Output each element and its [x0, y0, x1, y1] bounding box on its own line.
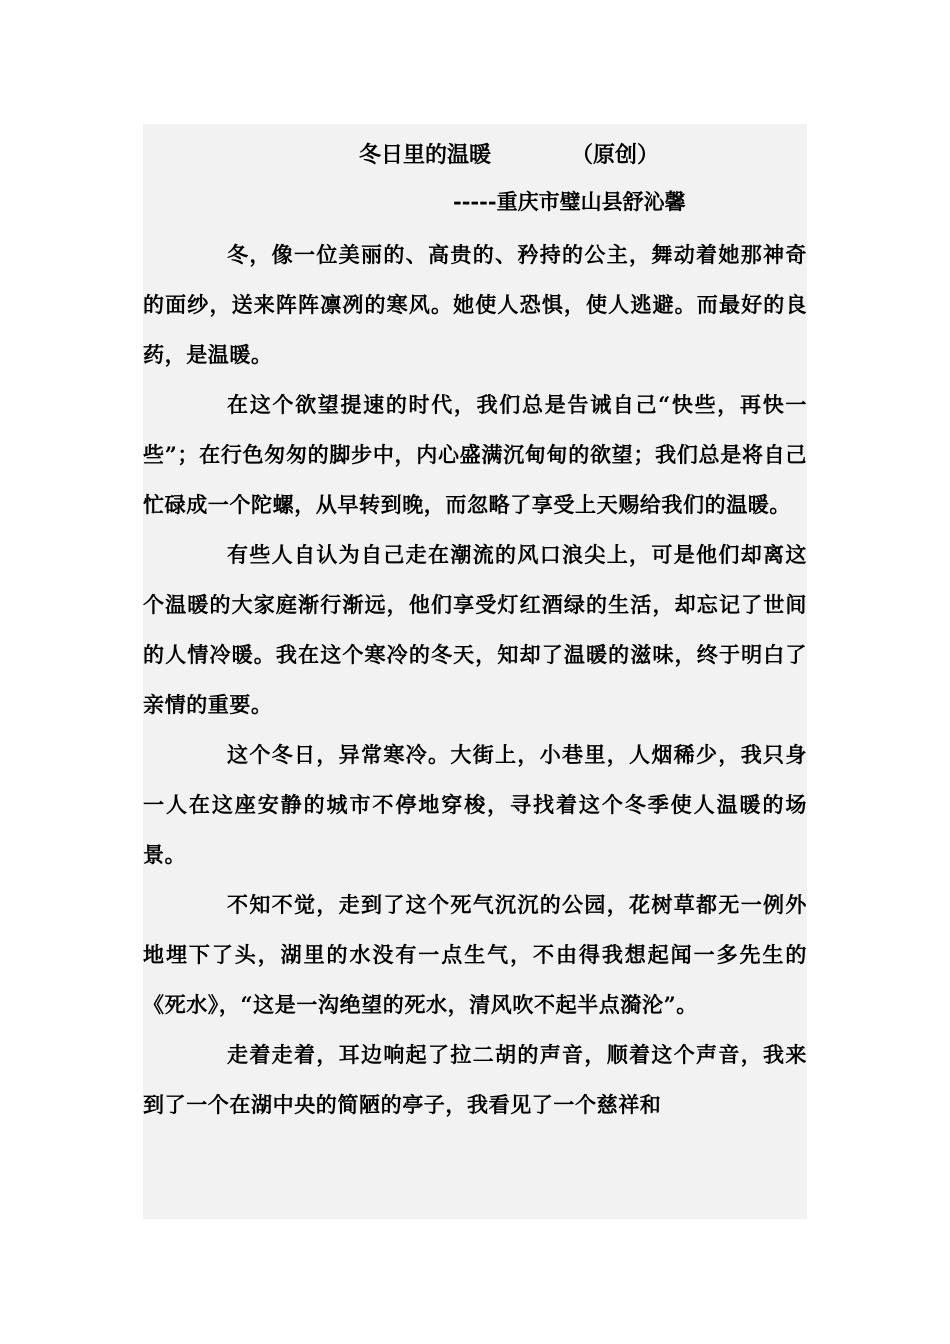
paragraph-4: 这个冬日，异常寒冷。大街上，小巷里，人烟稀少，我只身一人在这座安静的城市不停地穿梭，寻找着这个冬季使人温暖的场景。 [143, 742, 807, 867]
title-row [143, 132, 807, 172]
document-title: 冬日里的温暖 [359, 142, 492, 168]
paragraph-2: 在这个欲望提速的时代，我们总是告诫自己“快些，再快一些”；在行色匆匆的脚步中，内心盛满沉甸甸的欲望；我们总是将自己忙碌成一个陀螺，从早转到晚，而忽略了享受上天赐给我们的温暖。 [143, 392, 807, 517]
title-note: （原创） [571, 142, 660, 168]
article-body [143, 230, 807, 1130]
document-page [143, 124, 807, 1219]
paragraph-6: 走着走着，耳边响起了拉二胡的声音，顺着这个声音，我来到了一个在湖中央的简陋的亭子，我看见了一个慈祥和 [143, 1042, 807, 1117]
paragraph-3: 有些人自认为自己走在潮流的风口浪尖上，可是他们却离这个温暖的大家庭渐行渐远，他们享受灯红酒绿的生活，却忘记了世间的人情冷暖。我在这个寒冷的冬天，知却了温暖的滋味，终于明白了亲情的重要。 [143, 542, 807, 717]
paragraph-5: 不知不觉，走到了这个死气沉沉的公园，花树草都无一例外地埋下了头，湖里的水没有一点生气，不由得我想起闻一多先生的《死水》，“这是一沟绝望的死水，清风吹不起半点漪沦”。 [143, 892, 807, 1017]
paragraph-1: 冬，像一位美丽的、高贵的、矜持的公主，舞动着她那神奇的面纱，送来阵阵凛冽的寒风。她使人恐惧，使人逃避。而最好的良药，是温暖。 [143, 242, 807, 367]
author-byline: -----重庆市璧山县舒沁馨 [453, 189, 686, 214]
